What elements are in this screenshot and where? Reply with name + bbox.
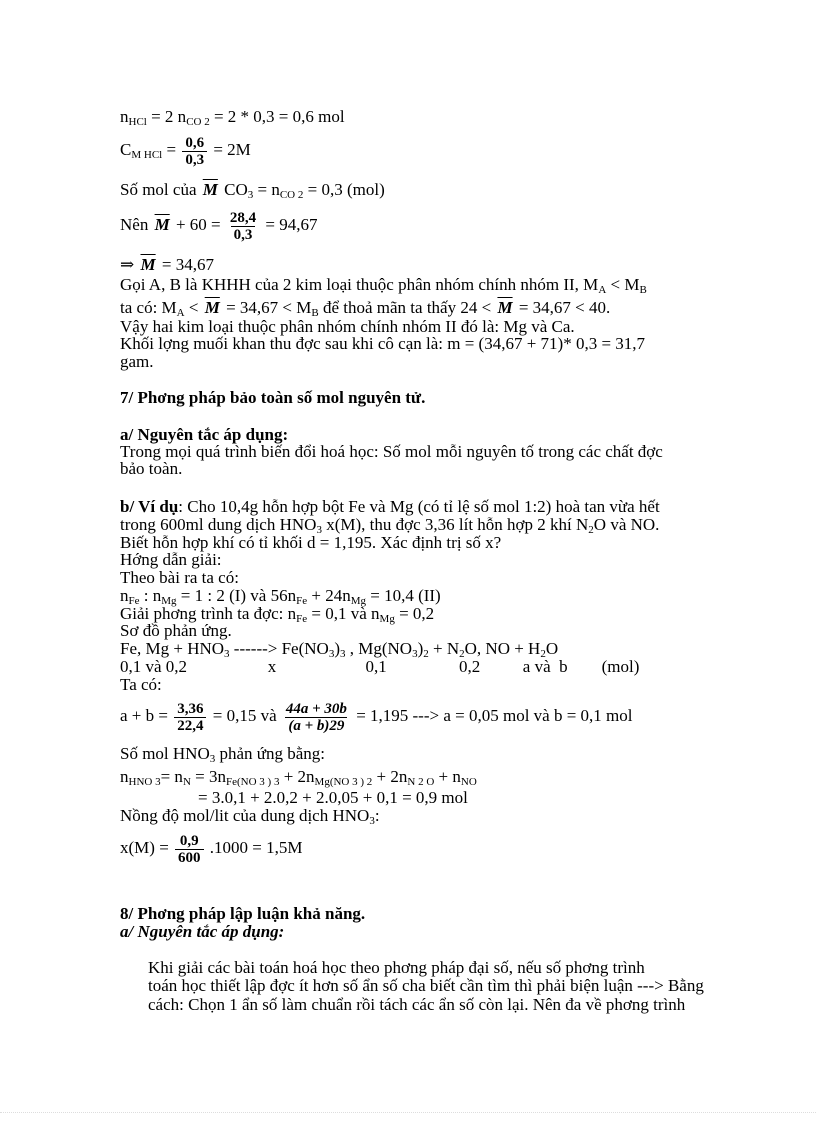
text-line: gam. bbox=[120, 352, 154, 371]
text-line: 0,1 và 0,2 x 0,1 0,2 a và b (mol) bbox=[120, 657, 640, 676]
fraction: $\frac{44a + 30b}{(a + b)29}$ bbox=[285, 700, 347, 734]
subheading: a/ Nguyên tắc áp dụng: bbox=[120, 922, 285, 941]
eq-concentration: x(M) = $\frac{0,9}{600}$ .1000 = 1,5M bbox=[120, 832, 303, 866]
text-line: Vậy hai kim loại thuộc phân nhóm chính nhóm II đó là: Mg và Ca. bbox=[120, 317, 575, 336]
text-line: Biết hỗn hợp khí có tỉ khối d = 1,195. Xác định trị số x? bbox=[120, 533, 502, 552]
text-line: Khi giải các bài toán hoá học theo phơng pháp đại số, nếu số phơng trình bbox=[148, 958, 645, 977]
text-line: cách: Chọn 1 ẩn số làm chuẩn rồi tách các ẩn số còn lại. Nên đa về phơng trình bbox=[148, 995, 686, 1014]
text-line: Khối lợng muối khan thu đợc sau khi cô cạn là: m = (34,67 + 71)* 0,3 = 31,7 bbox=[120, 334, 646, 353]
text-line: Hớng dẫn giải: bbox=[120, 550, 222, 569]
text-line: Theo bài ra ta có: bbox=[120, 568, 239, 587]
eq-gas-mixture: a + b = $\frac{3,36}{22,4}$ = 0,15 và $\frac{44a + 30b}{(a + b)29}$ = 1,195 ---> a = 0,05 mol và b = 0,1 mol bbox=[120, 700, 633, 734]
text-line: Nồng độ mol/lit của dung dịch $HNO_3$: bbox=[120, 806, 380, 827]
fraction: $\frac{0,9}{600}$ bbox=[175, 833, 204, 866]
text-line: Gọi A, B là KHHH của 2 kim loại thuộc phân nhóm chính nhóm II, $M_A < M_B$ bbox=[120, 275, 647, 296]
reaction-scheme: Fe, $Mg + HNO_3$ ------> $Fe(NO_3)_3$ , $Mg(NO_3)_2 + N_2O$, NO + $H_2O$ bbox=[120, 639, 559, 660]
fraction: $\frac{3,36}{22,4}$ bbox=[174, 701, 206, 734]
eq-cm-hcl: $C_{M HCl}$ = $\frac{0,6}{0,3}$ = 2M bbox=[120, 134, 251, 168]
page-divider bbox=[0, 1112, 816, 1113]
text-line: ta có: $M_A < \overline{M} = 34,67 < M_B$ để thoả mãn ta thấy $24 < \overline{M} = 34,67 < 40$. bbox=[120, 298, 611, 319]
section-heading-8: 8/ Phơng pháp lập luận khả năng. bbox=[120, 904, 366, 923]
text-line: = 3.0,1 + 2.0,2 + 2.0,05 + 0,1 = 0,9 mol bbox=[198, 788, 468, 807]
text-line: $n_{Fe}$ : $n_{Mg} = 1$ : 2 (I) và $56n_{Fe} + 24n_{Mg} = 10,4$ (II) bbox=[120, 586, 441, 607]
text-line: bảo toàn. bbox=[120, 459, 183, 478]
text-line: trong 600ml dung dịch $HNO_3$ x(M), thu đợc 3,36 lít hỗn hợp 2 khí $N_2O$ và NO. bbox=[120, 515, 660, 536]
fraction: $\frac{28,4}{0,3}$ bbox=[229, 209, 257, 243]
section-heading-7: 7/ Phơng pháp bảo toàn số mol nguyên tử. bbox=[120, 388, 426, 407]
text-line: Giải phơng trình ta đợc: $n_{Fe} = 0,1$ và $n_{Mg} = 0,2$ bbox=[120, 604, 435, 625]
fraction: $\frac{0,6}{0,3}$ bbox=[182, 135, 207, 168]
text-line: b/ Ví dụ: Cho 10,4g hỗn hợp bột Fe và Mg (có tỉ lệ số mol 1:2) hoà tan vừa hết bbox=[120, 497, 660, 516]
eq-n-hno3: $n_{HNO 3}= n_N = 3n_{Fe(NO 3 ) 3} + 2n_{Mg(NO 3 ) 2} + 2n_{N 2 O} + n_{NO}$ bbox=[120, 767, 477, 788]
text-line: toán học thiết lập đợc ít hơn số ẩn số cha biết cần tìm thì phải biện luận ---> Bằng bbox=[148, 976, 704, 995]
text-line: Số mol $HNO_3$ phản ứng bằng: bbox=[120, 744, 326, 765]
text-line: Sơ đồ phản ứng. bbox=[120, 621, 232, 640]
text-line: Trong mọi quá trình biến đổi hoá học: Số mol mỗi nguyên tố trong các chất đợc bbox=[120, 442, 663, 461]
eq-m-plus-60: Nên $\overline{M} + 60$ = $\frac{28,4}{0,3}$ = 94,67 bbox=[120, 209, 318, 243]
eq-m-result: ⇒ $\overline{M} = 34,67$ bbox=[120, 255, 214, 274]
text-line: Ta có: bbox=[120, 675, 162, 694]
subheading: a/ Nguyên tắc áp dụng: bbox=[120, 425, 289, 444]
eq-mol-mco3: Số mol của $\overline{M}$ $CO_3 = n_{CO 2} = 0,3$ (mol) bbox=[120, 180, 385, 201]
eq-n-hcl: $n_{HCl} = 2$ $n_{CO 2} = 2 * 0,3 = 0,6$ mol bbox=[120, 107, 345, 128]
